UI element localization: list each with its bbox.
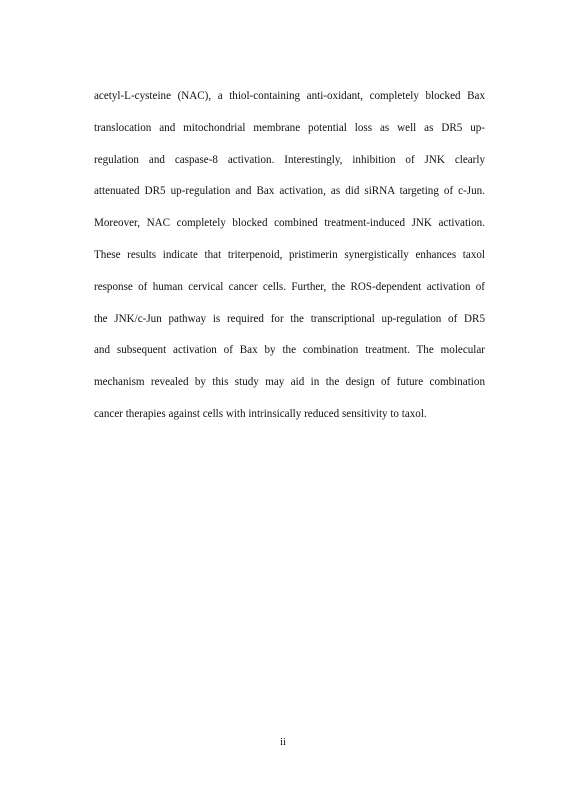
page-number: ii	[280, 737, 286, 748]
text-line: the JNK/c-Jun pathway is required for the transcriptional up-regulation of DR5	[94, 312, 485, 325]
text-line: mechanism revealed by this study may aid in the design of future combination	[94, 376, 485, 389]
text-line: and subsequent activation of Bax by the combination treatment. The molecular	[94, 344, 485, 357]
text-line: translocation and mitochondrial membrane potential loss as well as DR5 up-	[94, 121, 485, 134]
text-line: response of human cervical cancer cells. Further, the ROS-dependent activation of	[94, 280, 485, 293]
text-line: These results indicate that triterpenoid, pristimerin synergistically enhances taxol	[94, 248, 485, 261]
text-line: acetyl-L-cysteine (NAC), a thiol-containing anti-oxidant, completely blocked Bax	[94, 90, 485, 102]
text-line: attenuated DR5 up-regulation and Bax activation, as did siRNA targeting of c-Jun.	[94, 185, 485, 198]
text-line: regulation and caspase-8 activation. Interestingly, inhibition of JNK clearly	[94, 153, 485, 166]
abstract-paragraph	[94, 89, 485, 439]
text-line: Moreover, NAC completely blocked combined treatment-induced JNK activation.	[94, 217, 485, 230]
text-line: cancer therapies against cells with intrinsically reduced sensitivity to taxol.	[94, 407, 427, 420]
